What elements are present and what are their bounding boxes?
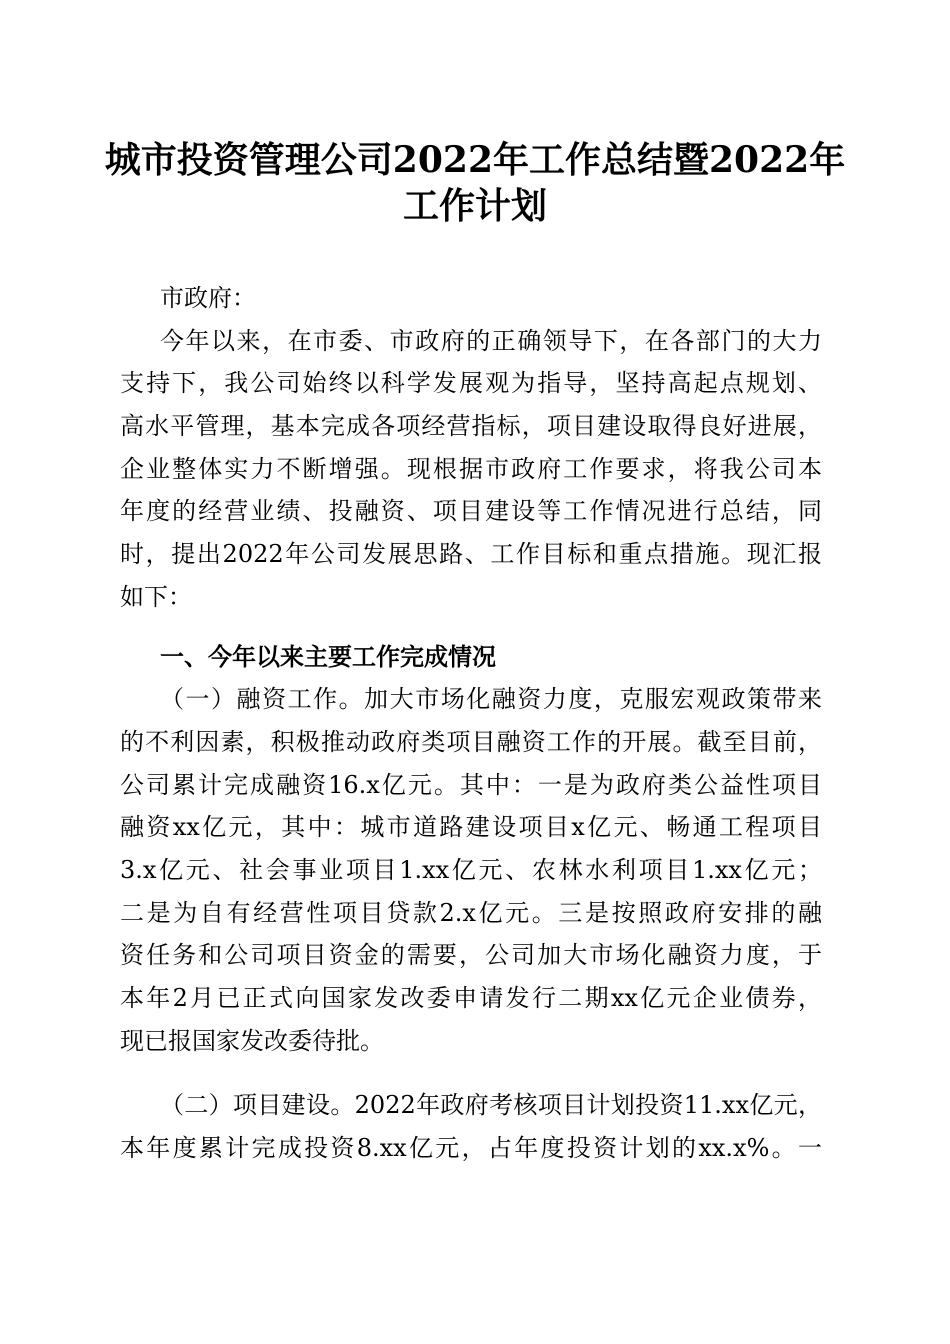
text-line: （二）项目建设。2022年政府考核项目计划投资11.xx亿元， xyxy=(160,1091,822,1120)
title-line: 工作计划 xyxy=(402,185,547,227)
salutation: 市政府： xyxy=(160,284,256,312)
text-line: 支持下，我公司始终以科学发展观为指导，坚持高起点规划、 xyxy=(120,369,822,398)
text-line: 时，提出2022年公司发展思路、工作目标和重点措施。现汇报 xyxy=(120,540,822,569)
section-heading: 一、今年以来主要工作完成情况 xyxy=(160,642,496,671)
text-line: 现已报国家发改委待批。 xyxy=(120,1026,384,1055)
text-line: 二是为自有经营性项目贷款2.x亿元。三是按照政府安排的融 xyxy=(120,898,822,927)
text-line: 融资xx亿元，其中：城市道路建设项目x亿元、畅通工程项目 xyxy=(120,813,822,842)
text-line: 企业整体实力不断增强。现根据市政府工作要求，将我公司本 xyxy=(120,454,822,483)
text-line: 本年度累计完成投资8.xx亿元，占年度投资计划的xx.x%。一 xyxy=(120,1134,822,1163)
section-financing-paragraph xyxy=(120,678,822,1062)
title-line: 城市投资管理公司2022年工作总结暨2022年 xyxy=(104,139,846,181)
text-line: 今年以来，在市委、市政府的正确领导下，在各部门的大力 xyxy=(160,326,822,355)
body-text xyxy=(120,277,822,1170)
text-line: 如下： xyxy=(120,582,192,611)
document-title xyxy=(100,137,850,229)
intro-paragraph xyxy=(120,320,822,619)
text-line: 公司累计完成融资16.x亿元。其中：一是为政府类公益性项目 xyxy=(120,770,822,799)
text-line: 资任务和公司项目资金的需要，公司加大市场化融资力度，于 xyxy=(120,941,822,970)
text-line: 的不利因素，积极推动政府类项目融资工作的开展。截至目前， xyxy=(120,727,822,756)
text-line: 3.x亿元、社会事业项目1.xx亿元、农林水利项目1.xx亿元； xyxy=(120,855,822,884)
section-project-paragraph xyxy=(120,1084,822,1169)
text-line: 本年2月已正式向国家发改委申请发行二期xx亿元企业债券， xyxy=(120,984,822,1012)
text-line: 年度的经营业绩、投融资、项目建设等工作情况进行总结，同 xyxy=(120,497,822,526)
text-line: 高水平管理，基本完成各项经营指标，项目建设取得良好进展， xyxy=(120,412,822,441)
text-line: （一）融资工作。加大市场化融资力度，克服宏观政策带来 xyxy=(160,685,822,714)
